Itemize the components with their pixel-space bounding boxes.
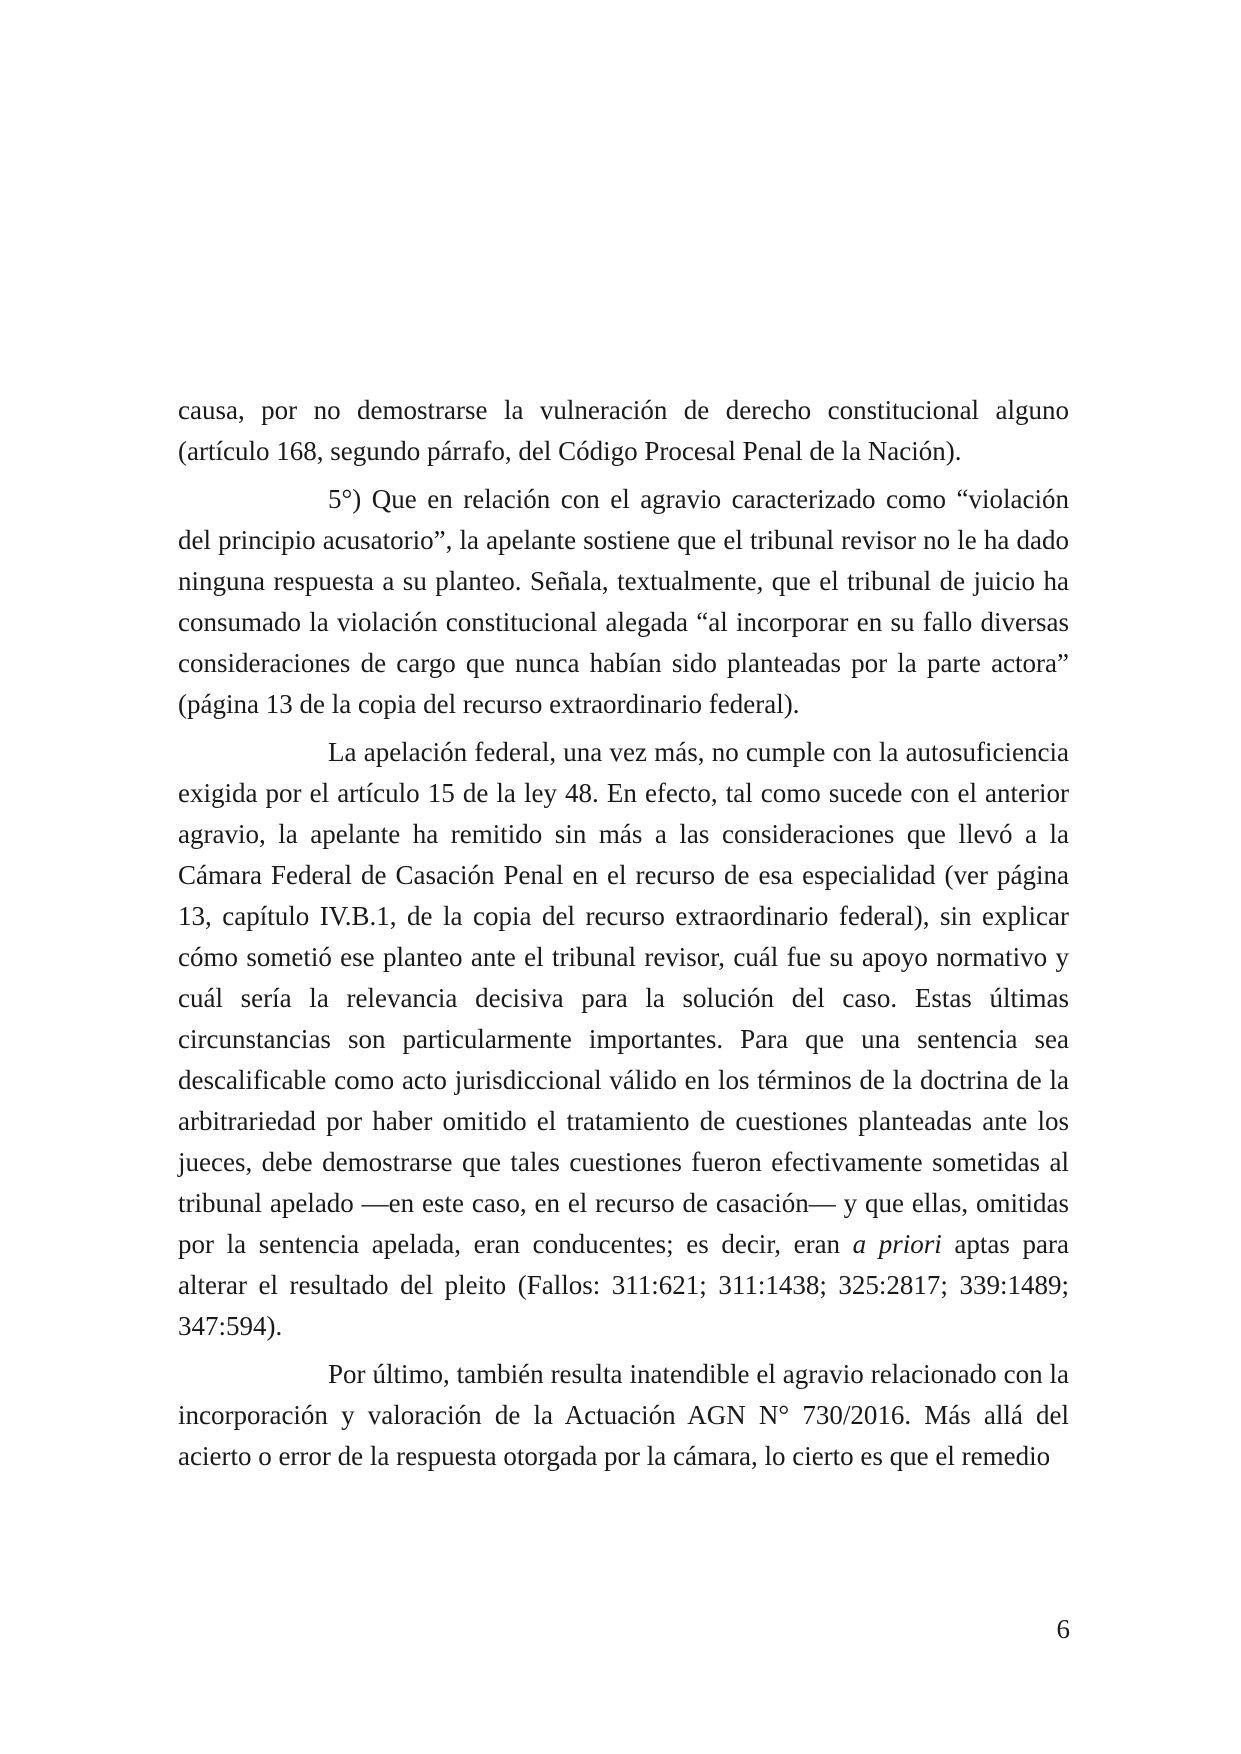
- body-text: [178, 390, 1069, 1477]
- paragraph-federal-appeal-text-a: La apelación federal, una vez más, no cumple con la autosuficiencia exigida por el artículo 15 de la ley 48. En efecto, tal como sucede con el anterior agravio, la apelante ha remitido sin más a las consideraciones que llevó a la Cámara Federal de Casación Penal en el recurso de esa especialidad (ver página 13, capítulo IV.B.1, de la copia del recurso extraordinario federal), sin explicar cómo sometió ese planteo ante el tribunal revisor, cuál fue su apoyo normativo y cuál sería la relevancia decisiva para la solución del caso. Estas últimas circunstancias son particularmente importantes. Para que una sentencia sea descalificable como acto jurisdiccional válido en los términos de la doctrina de la arbitrariedad por haber omitido el tratamiento de cuestiones planteadas ante los jueces, debe demostrarse que tales cuestiones fueron efectivamente sometidas al tribunal apelado —en este caso, en el recurso de casación— y que ellas, omitidas por la sentencia apelada, eran conducentes; es decir, eran: [178, 737, 1069, 1259]
- paragraph-point-5: 5°) Que en relación con el agravio caracterizado como “violación del principio acusatorio”, la apelante sostiene que el tribunal revisor no le ha dado ninguna respuesta a su planteo. Señala, textualmente, que el tribunal de juicio ha consumado la violación constitucional alegada “al incorporar en su fallo diversas consideraciones de cargo que nunca habían sido planteadas por la parte actora” (página 13 de la copia del recurso extraordinario federal).: [178, 484, 1069, 719]
- page-number: 6: [1056, 1614, 1070, 1644]
- italic-a-priori: a priori: [852, 1229, 942, 1259]
- paragraph-federal-appeal-text-b: aptas para alterar el resultado del pleito (Fallos: 311:621; 311:1438; 325:2817; 339:1489; 347:594).: [178, 1229, 1069, 1341]
- paragraph-federal-appeal: [178, 732, 1069, 1347]
- paragraph-continuation: causa, por no demostrarse la vulneración de derecho constitucional alguno (artículo 168, segundo párrafo, del Código Procesal Penal de la Nación).: [178, 395, 1069, 466]
- paragraph-finally: Por último, también resulta inatendible el agravio relacionado con la incorporación y valoración de la Actuación AGN N° 730/2016. Más allá del acierto o error de la respuesta otorgada por la cámara, lo cierto es que el remedio: [178, 1359, 1069, 1471]
